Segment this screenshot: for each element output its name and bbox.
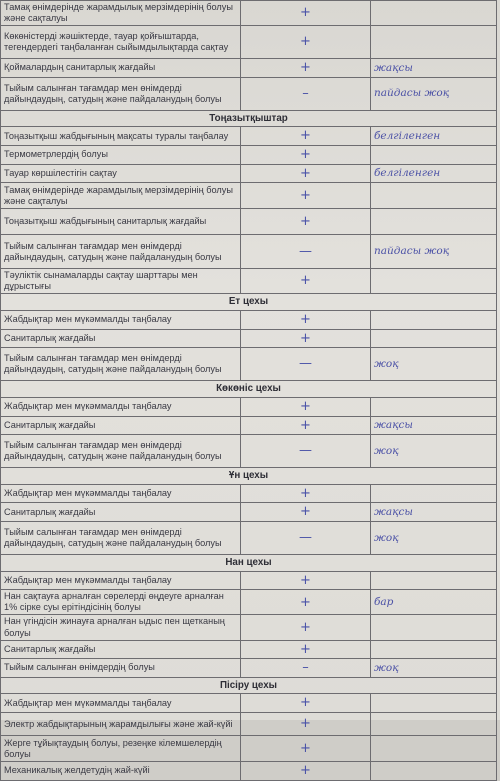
section-title: Пісіру цехы — [1, 677, 497, 694]
requirement-cell: Нан үгіндісін жинауға арналған ыдыс пен щетканың болуы — [1, 615, 241, 640]
check-mark-cell: – — [241, 77, 371, 110]
checklist-body — [1, 1, 497, 781]
handwritten-note-cell — [371, 329, 497, 348]
check-mark-cell: + — [241, 694, 371, 713]
check-mark-cell: + — [241, 484, 371, 503]
requirement-cell: Жабдықтар мен мүкәммалды таңбалау — [1, 397, 241, 416]
section-title: Нан цехы — [1, 555, 497, 572]
requirement-cell: Жабдықтар мен мүкәммалды таңбалау — [1, 571, 241, 590]
table-row — [1, 615, 497, 640]
requirement-cell: Санитарлық жағдайы — [1, 329, 241, 348]
table-row — [1, 484, 497, 503]
table-row — [1, 209, 497, 235]
check-mark-cell: + — [241, 59, 371, 78]
handwritten-note-cell: пайдасы жоқ — [371, 235, 497, 269]
requirement-cell: Тәуліктік сынамаларды сақтау шарттары мен дұрыстығы — [1, 269, 241, 294]
check-mark-cell: + — [241, 762, 371, 781]
handwritten-note-cell: жоқ — [371, 435, 497, 468]
requirement-cell: Тыйым салынған тағамдар мен өнімдерді дайындаудың, сатудың және пайдаланудың болуы — [1, 235, 241, 269]
table-row — [1, 235, 497, 269]
table-row — [1, 77, 497, 110]
handwritten-note-cell: жақсы — [371, 59, 497, 78]
requirement-cell: Жабдықтар мен мүкәммалды таңбалау — [1, 484, 241, 503]
table-row — [1, 522, 497, 555]
table-row — [1, 59, 497, 78]
requirement-cell: Тыйым салынған тағамдар мен өнімдерді дайындаудың, сатудың және пайдаланудың болуы — [1, 77, 241, 110]
handwritten-note-cell — [371, 694, 497, 713]
table-row — [1, 590, 497, 615]
section-header-row — [1, 294, 497, 311]
table-row — [1, 503, 497, 522]
section-title: Ұн цехы — [1, 468, 497, 485]
check-mark-cell: – — [241, 659, 371, 678]
handwritten-note-cell — [371, 311, 497, 330]
section-header-row — [1, 468, 497, 485]
handwritten-note-cell — [371, 640, 497, 659]
check-mark-cell: + — [241, 164, 371, 183]
requirement-cell: Тоңазытқыш жабдығының мақсаты туралы таңбалау — [1, 127, 241, 146]
table-row — [1, 416, 497, 435]
handwritten-note-cell: белгіленген — [371, 164, 497, 183]
requirement-cell: Тыйым салынған тағамдар мен өнімдерді дайындаудың, сатудың және пайдаланудың болуы — [1, 435, 241, 468]
check-mark-cell: + — [241, 397, 371, 416]
check-mark-cell: + — [241, 1, 371, 26]
table-row — [1, 762, 497, 781]
table-row — [1, 713, 497, 736]
requirement-cell: Механикалық желдетудің жай-күйі — [1, 762, 241, 781]
section-header-row — [1, 381, 497, 398]
requirement-cell: Санитарлық жағдайы — [1, 503, 241, 522]
handwritten-note-cell: жоқ — [371, 348, 497, 381]
requirement-cell: Тоңазытқыш жабдығының санитарлық жағдайы — [1, 209, 241, 235]
handwritten-note-cell — [371, 26, 497, 59]
table-row — [1, 26, 497, 59]
check-mark-cell: + — [241, 183, 371, 209]
table-row — [1, 164, 497, 183]
check-mark-cell: + — [241, 146, 371, 165]
table-row — [1, 694, 497, 713]
section-header-row — [1, 110, 497, 127]
check-mark-cell: + — [241, 329, 371, 348]
handwritten-note-cell — [371, 183, 497, 209]
handwritten-note-cell — [371, 397, 497, 416]
requirement-cell: Тыйым салынған тағамдар мен өнімдерді дайындаудың, сатудың және пайдаланудың болуы — [1, 522, 241, 555]
handwritten-note-cell — [371, 713, 497, 736]
table-row — [1, 127, 497, 146]
table-row — [1, 640, 497, 659]
handwritten-note-cell: бар — [371, 590, 497, 615]
handwritten-note-cell — [371, 146, 497, 165]
table-row — [1, 397, 497, 416]
handwritten-note-cell: белгіленген — [371, 127, 497, 146]
requirement-cell: Электр жабдықтарының жарамдылығы және жай-күйі — [1, 713, 241, 736]
requirement-cell: Жабдықтар мен мүкәммалды таңбалау — [1, 311, 241, 330]
requirement-cell: Термометрлердің болуы — [1, 146, 241, 165]
requirement-cell: Санитарлық жағдайы — [1, 416, 241, 435]
handwritten-note-cell — [371, 571, 497, 590]
check-mark-cell: + — [241, 311, 371, 330]
check-mark-cell: + — [241, 615, 371, 640]
table-row — [1, 435, 497, 468]
requirement-cell: Қоймалардың санитарлық жағдайы — [1, 59, 241, 78]
check-mark-cell: + — [241, 209, 371, 235]
requirement-cell: Тауар көршілестігін сақтау — [1, 164, 241, 183]
requirement-cell: Санитарлық жағдайы — [1, 640, 241, 659]
section-title: Ет цехы — [1, 294, 497, 311]
handwritten-note-cell: пайдасы жоқ — [371, 77, 497, 110]
check-mark-cell: + — [241, 269, 371, 294]
requirement-cell: Нан сақтауға арналған сөрелерді өңдеуге арналған 1% сірке суы ерітіндісінің болуы — [1, 590, 241, 615]
handwritten-note-cell — [371, 736, 497, 762]
table-row — [1, 183, 497, 209]
check-mark-cell: + — [241, 736, 371, 762]
handwritten-note-cell — [371, 209, 497, 235]
table-row — [1, 329, 497, 348]
requirement-cell: Тамақ өнімдерінде жарамдылық мерзімдерінің болуы және сақталуы — [1, 1, 241, 26]
table-row — [1, 571, 497, 590]
handwritten-note-cell — [371, 269, 497, 294]
requirement-cell: Жерге тұйықтаудың болуы, резеңке кілемшелердің болуы — [1, 736, 241, 762]
section-title: Тоңазытқыштар — [1, 110, 497, 127]
requirement-cell: Жабдықтар мен мүкәммалды таңбалау — [1, 694, 241, 713]
requirement-cell: Тыйым салынған өнімдердің болуы — [1, 659, 241, 678]
check-mark-cell: + — [241, 571, 371, 590]
table-row — [1, 1, 497, 26]
requirement-cell: Тамақ өнімдерінде жарамдылық мерзімдерінің болуы және сақталуы — [1, 183, 241, 209]
section-header-row — [1, 555, 497, 572]
table-row — [1, 348, 497, 381]
check-mark-cell: — — [241, 348, 371, 381]
check-mark-cell: + — [241, 503, 371, 522]
table-row — [1, 736, 497, 762]
check-mark-cell: + — [241, 416, 371, 435]
table-row — [1, 311, 497, 330]
check-mark-cell: + — [241, 590, 371, 615]
check-mark-cell: — — [241, 435, 371, 468]
check-mark-cell: — — [241, 235, 371, 269]
requirement-cell: Көкөністерді жәшіктерде, тауар қойғыштарда, тегендердегі таңбаланған сыйымдылықтарда сақтау — [1, 26, 241, 59]
handwritten-note-cell — [371, 484, 497, 503]
handwritten-note-cell: жоқ — [371, 522, 497, 555]
handwritten-note-cell: жақсы — [371, 416, 497, 435]
check-mark-cell: + — [241, 713, 371, 736]
handwritten-note-cell: жоқ — [371, 659, 497, 678]
table-row — [1, 146, 497, 165]
handwritten-note-cell — [371, 615, 497, 640]
table-row — [1, 659, 497, 678]
handwritten-note-cell — [371, 1, 497, 26]
check-mark-cell: + — [241, 127, 371, 146]
check-mark-cell: + — [241, 640, 371, 659]
table-row — [1, 269, 497, 294]
check-mark-cell: — — [241, 522, 371, 555]
section-title: Көкөніс цехы — [1, 381, 497, 398]
check-mark-cell: + — [241, 26, 371, 59]
handwritten-note-cell: жақсы — [371, 503, 497, 522]
section-header-row — [1, 677, 497, 694]
requirement-cell: Тыйым салынған тағамдар мен өнімдерді дайындаудың, сатудың және пайдаланудың болуы — [1, 348, 241, 381]
handwritten-note-cell — [371, 762, 497, 781]
